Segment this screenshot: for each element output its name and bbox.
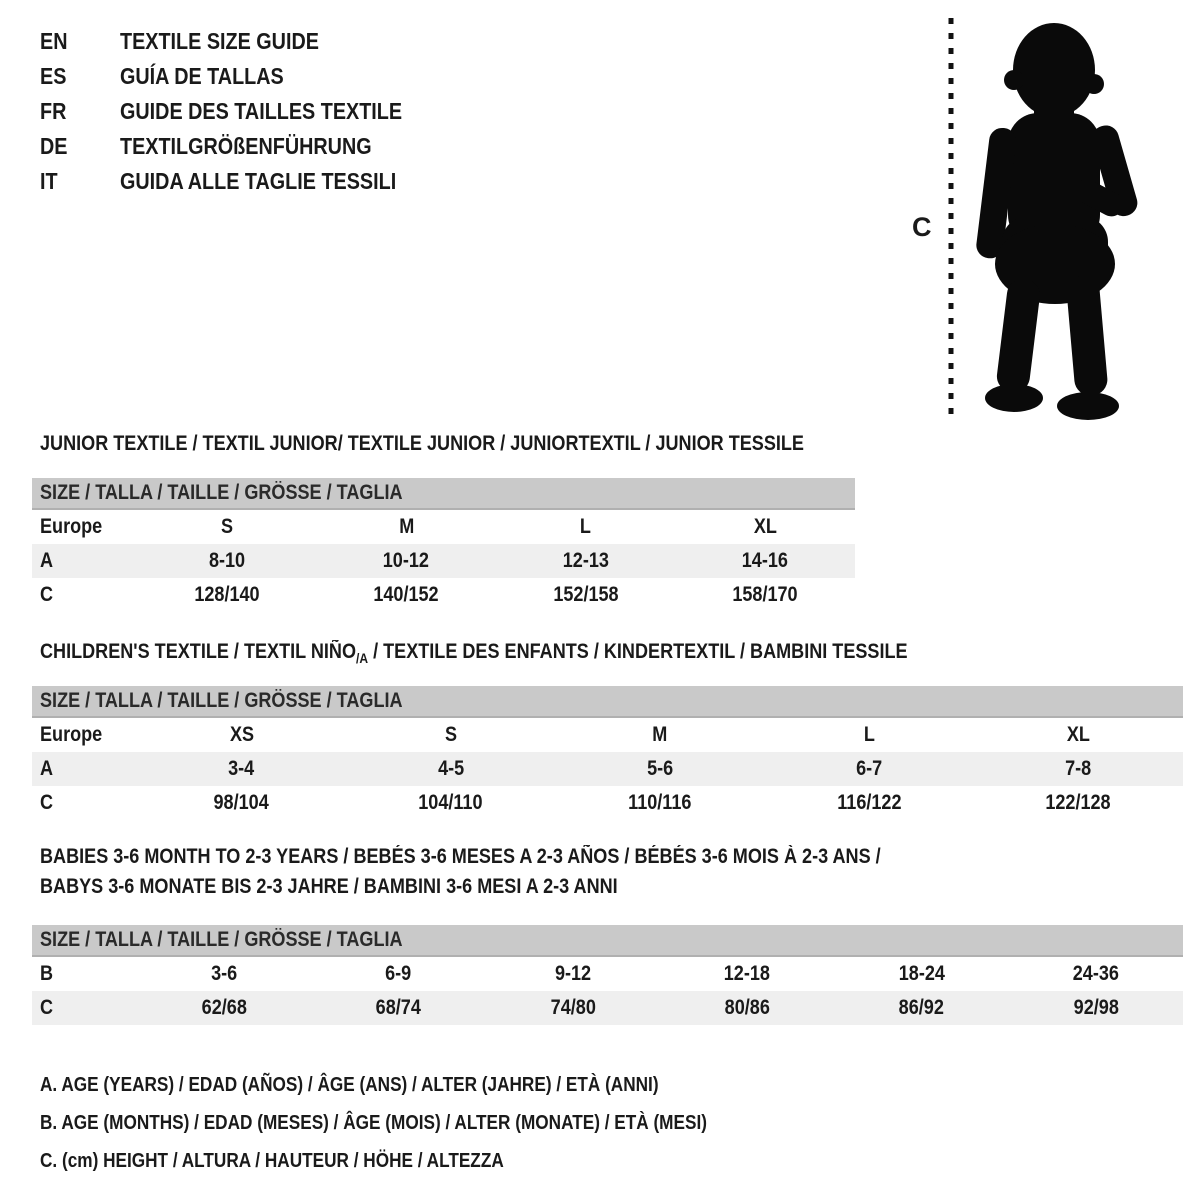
language-row-de [40, 129, 448, 164]
age-cell: 4-5 [437, 757, 464, 780]
table-row-height [32, 578, 855, 612]
language-title: GUÍA DE TALLAS [120, 63, 284, 89]
age-cell: 5-6 [646, 757, 674, 780]
height-cell: 68/74 [375, 996, 422, 1019]
months-cell: 12-18 [724, 962, 771, 985]
row-label: A [40, 757, 54, 780]
height-measure-label: C [912, 212, 932, 242]
language-title-list [40, 24, 448, 199]
months-cell: 6-9 [385, 962, 412, 985]
months-cell: 9-12 [554, 962, 591, 985]
height-cell: 110/116 [628, 791, 692, 814]
age-cell: 10-12 [383, 549, 430, 572]
table-row-months [32, 957, 1183, 991]
row-label: A [40, 549, 54, 572]
size-cell: L [580, 515, 592, 538]
children-section-title: CHILDREN'S TEXTILE / TEXTIL $NIÑO_{/A}$ / TEXTILE DES ENFANTS / KINDERTEXTIL / BAMBINI TESSILE [40, 640, 908, 667]
language-code: IT [40, 168, 58, 194]
language-row-it [40, 164, 448, 199]
baby-silhouette-icon [962, 16, 1147, 420]
height-cell: 104/110 [418, 791, 483, 814]
height-cell: 86/92 [898, 996, 945, 1019]
height-cell: 116/122 [837, 791, 902, 814]
height-cell: 98/104 [213, 791, 270, 814]
nino-a-subscript: /A [356, 650, 369, 667]
table-row-age [32, 544, 855, 578]
row-label: Europe [40, 723, 103, 746]
size-cell: XL [1066, 723, 1090, 746]
language-code: ES [40, 63, 67, 89]
legend-age-years: A. AGE (YEARS) / EDAD (AÑOS) / ÂGE (ANS) / ALTER (JAHRE) / ETÀ (ANNI) [40, 1073, 659, 1096]
legend-age-months: B. AGE (MONTHS) / EDAD (MESES) / ÂGE (MOIS) / ALTER (MONATE) / ETÀ (MESI) [40, 1111, 707, 1134]
row-label: C [40, 583, 54, 606]
row-label: C [40, 791, 54, 814]
junior-section-title: JUNIOR TEXTILE / TEXTIL JUNIOR/ TEXTILE JUNIOR / JUNIORTEXTIL / JUNIOR TESSILE [40, 432, 804, 455]
junior-size-table [32, 478, 855, 612]
months-cell: 3-6 [211, 962, 238, 985]
row-label: Europe [40, 515, 103, 538]
row-label: C [40, 996, 54, 1019]
months-cell: 18-24 [898, 962, 945, 985]
age-cell: 6-7 [856, 757, 883, 780]
age-cell: 12-13 [562, 549, 609, 572]
size-cell: M [398, 515, 414, 538]
size-header-row: SIZE / TALLA / TAILLE / GRÖSSE / TAGLIA [32, 686, 1183, 718]
table-row-age [32, 752, 1183, 786]
table-row-europe [32, 718, 1183, 752]
size-cell: S [444, 723, 457, 746]
language-row-en [40, 24, 448, 59]
table-row-height [32, 786, 1183, 820]
age-cell: 8-10 [208, 549, 245, 572]
height-cell: 92/98 [1073, 996, 1119, 1019]
legend-height-cm: C. (cm) HEIGHT / ALTURA / HAUTEUR / HÖHE / ALTEZZA [40, 1149, 504, 1172]
size-cell: L [863, 723, 875, 746]
language-code: FR [40, 98, 67, 124]
height-measure-dashed-line [946, 18, 956, 416]
language-code: EN [40, 28, 68, 54]
height-cell: 158/170 [732, 583, 798, 606]
age-cell: 14-16 [742, 549, 789, 572]
measure-legend [40, 1066, 816, 1180]
height-cell: 80/86 [724, 996, 770, 1019]
language-title: TEXTILGRÖßENFÜHRUNG [120, 133, 372, 159]
height-cell: 122/128 [1045, 791, 1112, 814]
language-row-fr [40, 94, 448, 129]
babies-section-title: BABIES 3-6 MONTH TO 2-3 YEARS / BEBÉS 3-6 MESES A 2-3 AÑOS / BÉBÉS 3-6 MOIS À 2-3 ANS / BABYS 3-6 MONATE BIS 2-3 JAHRE / BAMBINI 3-6 MESI A 2-3 ANNI [40, 845, 881, 898]
age-cell: 3-4 [228, 757, 255, 780]
table-row-height [32, 991, 1183, 1025]
language-code: DE [40, 133, 68, 159]
height-cell: 128/140 [194, 583, 260, 606]
language-title: TEXTILE SIZE GUIDE [120, 28, 319, 54]
size-cell: S [220, 515, 233, 538]
language-title: GUIDA ALLE TAGLIE TESSILI [120, 168, 397, 194]
row-label: B [40, 962, 54, 985]
size-cell: XS [229, 723, 254, 746]
children-size-table [32, 686, 1183, 820]
age-cell: 7-8 [1065, 757, 1092, 780]
table-row-europe [32, 510, 855, 544]
language-row-es [40, 59, 448, 94]
height-cell: 74/80 [550, 996, 596, 1019]
language-title: GUIDE DES TAILLES TEXTILE [120, 98, 403, 124]
height-cell: 62/68 [201, 996, 247, 1019]
size-header-row: SIZE / TALLA / TAILLE / GRÖSSE / TAGLIA [32, 925, 1183, 957]
height-cell: 140/152 [373, 583, 439, 606]
size-header-row: SIZE / TALLA / TAILLE / GRÖSSE / TAGLIA [32, 478, 855, 510]
size-cell: M [652, 723, 668, 746]
babies-size-table [32, 925, 1183, 1025]
months-cell: 24-36 [1072, 962, 1119, 985]
size-cell: XL [753, 515, 777, 538]
height-cell: 152/158 [553, 583, 619, 606]
